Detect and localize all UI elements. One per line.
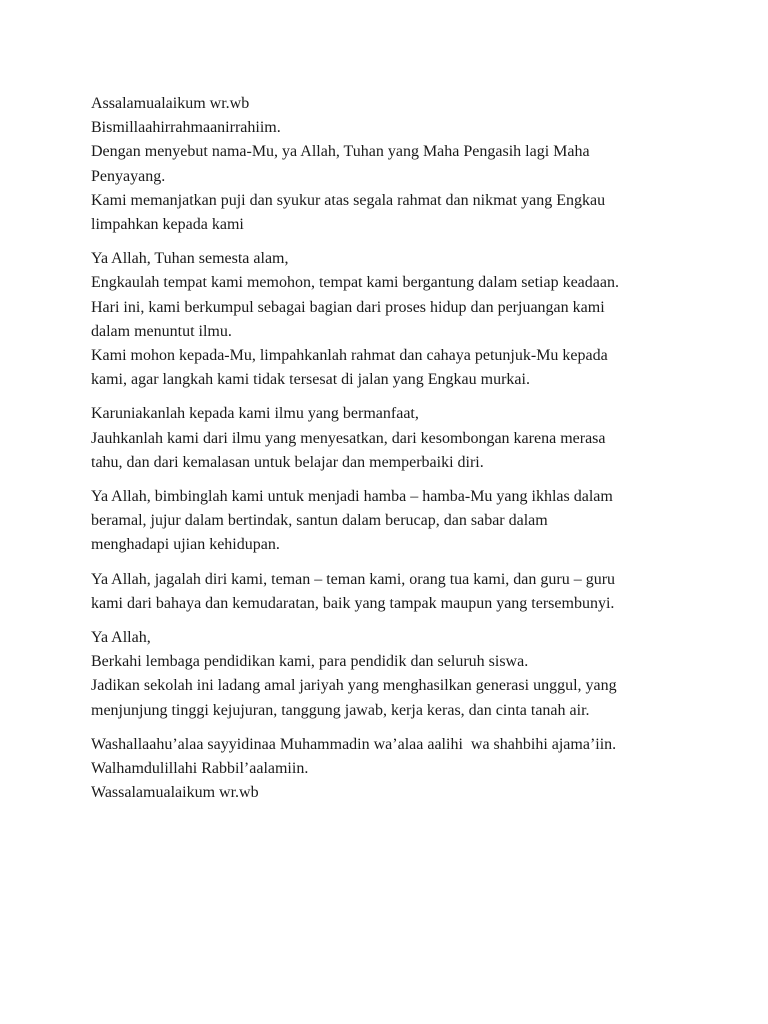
text-line: Assalamualaikum wr.wb — [91, 95, 250, 112]
text-line: Jauhkanlah kami dari ilmu yang menyesatkan, dari kesombongan karena merasa — [91, 429, 606, 447]
text-line: Kami memanjatkan puji dan syukur atas segala rahmat dan nikmat yang Engkau — [91, 191, 606, 209]
text-line: Ya Allah, jagalah diri kami, teman – teman kami, orang tua kami, dan guru – guru — [91, 570, 616, 588]
paragraph-closing — [91, 733, 691, 806]
text-line: Ya Allah, Tuhan semesta alam, — [91, 250, 289, 268]
text-line: Kami mohon kepada-Mu, limpahkanlah rahmat dan cahaya petunjuk-Mu kepada — [91, 347, 608, 365]
paragraph-tuhan-semesta-alam — [91, 247, 691, 392]
paragraph-berkahi — [91, 626, 691, 723]
text-line: Berkahi lembaga pendidikan kami, para pendidik dan seluruh siswa. — [91, 653, 529, 671]
text-line: Karuniakanlah kepada kami ilmu yang bermanfaat, — [91, 405, 419, 423]
text-line: Ya Allah, — [91, 629, 151, 647]
text-line: Ya Allah, bimbinglah kami untuk menjadi hamba – hamba-Mu yang ikhlas dalam — [91, 488, 613, 506]
text-line: kami dari bahaya dan kemudaratan, baik yang tampak maupun yang tersembunyi. — [91, 594, 615, 612]
text-line: Bismillaahirrahmaanirrahiim. — [91, 119, 281, 137]
text-line: Wassalamualaikum wr.wb — [91, 784, 259, 802]
text-line: kami, agar langkah kami tidak tersesat di jalan yang Engkau murkai. — [91, 371, 530, 389]
text-line: menghadapi ujian kehidupan. — [91, 536, 280, 554]
text-line: Dengan menyebut nama-Mu, ya Allah, Tuhan yang Maha Pengasih lagi Maha — [91, 143, 590, 161]
paragraph-opening — [91, 92, 691, 237]
text-line: Walhamdulillahi Rabbil’aalamiin. — [91, 760, 309, 778]
text-line: Hari ini, kami berkumpul sebagai bagian dari proses hidup dan perjuangan kami — [91, 298, 605, 316]
text-line: dalam menuntut ilmu. — [91, 322, 232, 340]
text-line: tahu, dan dari kemalasan untuk belajar dan memperbaiki diri. — [91, 453, 484, 471]
text-line: Jadikan sekolah ini ladang amal jariyah yang menghasilkan generasi unggul, yang — [91, 677, 617, 695]
paragraph-ilmu-bermanfaat — [91, 402, 691, 475]
paragraph-jagalah — [91, 568, 691, 616]
text-line: Washallaahu’alaa sayyidinaa Muhammadin wa’alaa aalihi wa shahbihi ajama’iin. — [91, 735, 617, 753]
text-line: limpahkan kepada kami — [91, 216, 244, 234]
text-line: beramal, jujur dalam bertindak, santun dalam berucap, dan sabar dalam — [91, 512, 548, 530]
text-line: Engkaulah tempat kami memohon, tempat kami bergantung dalam setiap keadaan. — [91, 274, 619, 292]
text-line: menjunjung tinggi kejujuran, tanggung jawab, kerja keras, dan cinta tanah air. — [91, 701, 590, 719]
text-line: Penyayang. — [91, 167, 166, 185]
paragraph-bimbinglah — [91, 485, 691, 558]
document-page — [91, 92, 691, 815]
